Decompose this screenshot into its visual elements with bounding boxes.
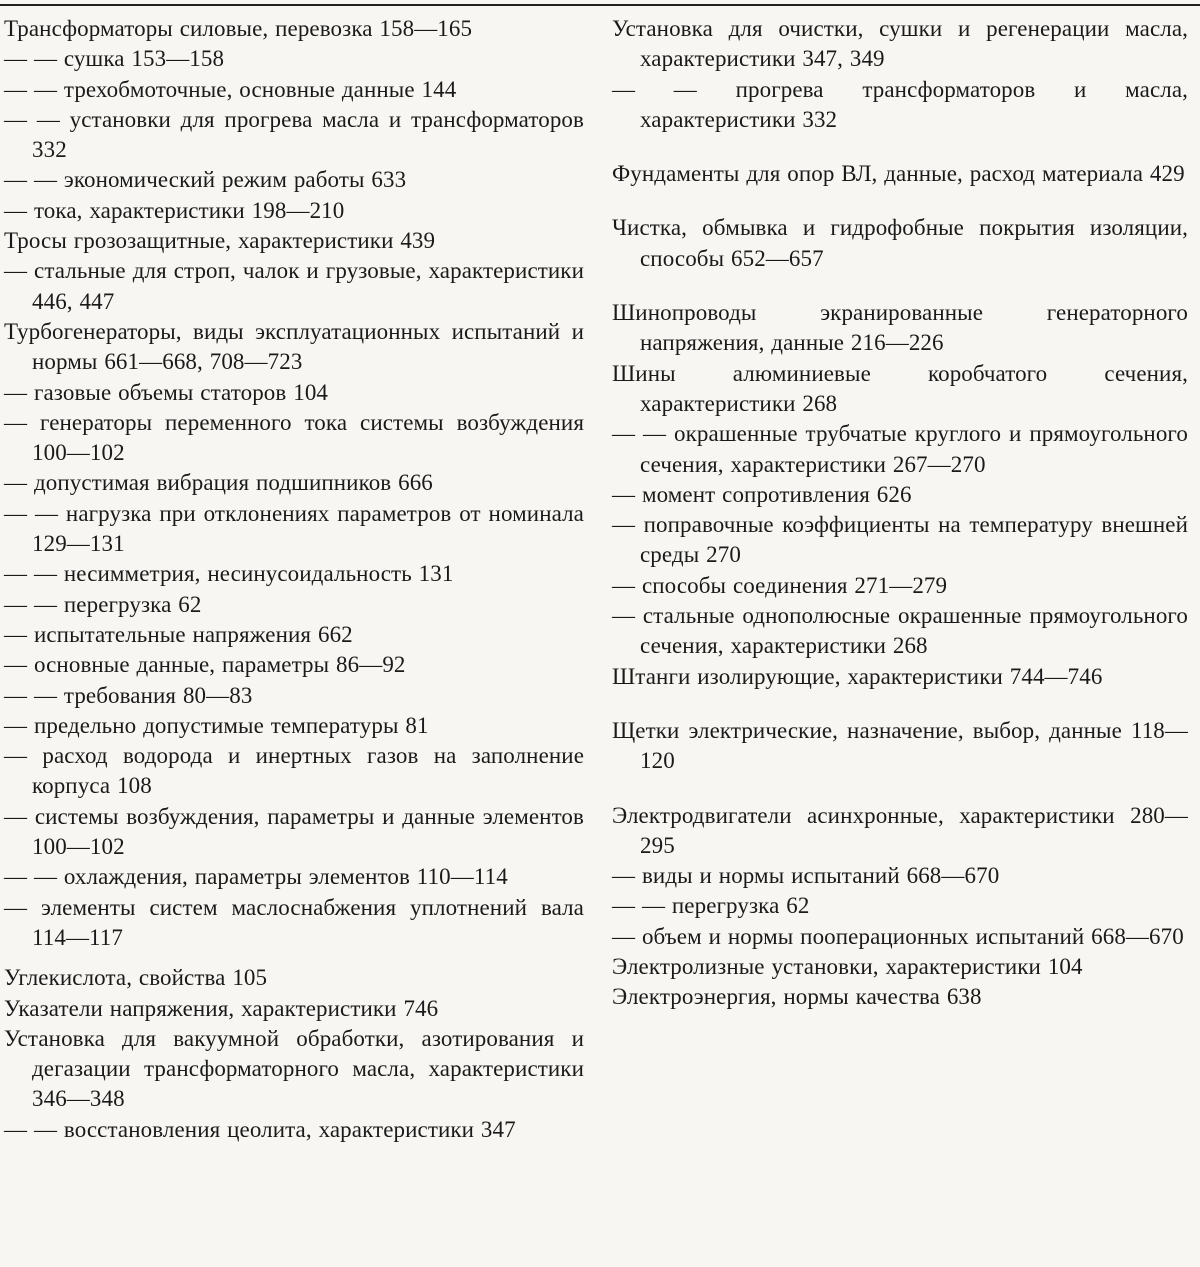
index-entry: — стальные однополюсные окрашенные прямоугольного сечения, характеристики 268	[612, 603, 1188, 659]
index-entry: — — окрашенные трубчатые круглого и прямоугольного сечения, характеристики 267—270	[612, 421, 1188, 477]
index-entry: — испытательные напряжения 662	[4, 621, 353, 647]
index-entry: — — восстановления цеолита, характеристики 347	[4, 1116, 516, 1142]
index-entry: Углекислота, свойства 105	[4, 965, 268, 991]
index-page	[0, 14, 1200, 1254]
index-column-left	[4, 14, 584, 1145]
index-entry: — допустимая вибрация подшипников 666	[4, 470, 433, 496]
index-entry: — генераторы переменного тока системы возбуждения 100—102	[4, 409, 584, 466]
index-entry: Установка для вакуумной обработки, азотирования и дегазации трансформаторного масла, характеристики 346—348	[4, 1025, 584, 1112]
index-entry: — момент сопротивления 626	[612, 481, 912, 507]
index-entry: — способы соединения 271—279	[612, 572, 948, 598]
index-entry: — объем и нормы пооперационных испытаний 668—670	[612, 923, 1184, 949]
index-entry: Штанги изолирующие, характеристики 744—746	[612, 663, 1103, 689]
index-entry: Шинопроводы экранированные генераторного напряжения, данные 216—226	[612, 300, 1188, 356]
index-entry: — — требования 80—83	[4, 682, 253, 708]
index-entry: — — экономический режим работы 633	[4, 167, 407, 193]
index-entry: Турбогенераторы, виды эксплуатационных испытаний и нормы 661—668, 708—723	[4, 318, 584, 375]
index-column-right	[612, 14, 1188, 1013]
index-entry: Шины алюминиевые коробчатого сечения, характеристики 268	[612, 360, 1188, 416]
index-entry: — поправочные коэффициенты на температуру внешней среды 270	[612, 512, 1188, 568]
index-entry: Чистка, обмывка и гидрофобные покрытия изоляции, способы 652—657	[612, 215, 1188, 271]
index-entry: — тока, характеристики 198—210	[4, 197, 345, 223]
index-entry: — — установки для прогрева масла и трансформаторов 332	[4, 106, 584, 163]
index-entry: — системы возбуждения, параметры и данные элементов 100—102	[4, 803, 584, 860]
index-entry: — газовые объемы статоров 104	[4, 379, 329, 405]
index-entry: Электролизные установки, характеристики 104	[612, 954, 1083, 980]
index-entry: Фундаменты для опор ВЛ, данные, расход материала 429	[612, 161, 1185, 187]
index-entry: — предельно допустимые температуры 81	[4, 712, 429, 738]
index-entry: Тросы грозозащитные, характеристики 439	[4, 228, 436, 254]
index-entry: — — охлаждения, параметры элементов 110—114	[4, 864, 508, 890]
index-entry: — — трехобмоточные, основные данные 144	[4, 76, 457, 102]
index-entry: — расход водорода и инертных газов на заполнение корпуса 108	[4, 743, 584, 799]
index-entry: — — прогрева трансформаторов и масла, характеристики 332	[612, 76, 1188, 132]
index-entry: — стальные для строп, чалок и грузовые, характеристики 446, 447	[4, 258, 584, 314]
index-entry: — основные данные, параметры 86—92	[4, 652, 406, 678]
index-entry: Установка для очистки, сушки и регенерации масла, характеристики 347, 349	[612, 16, 1188, 72]
index-entry: Трансформаторы силовые, перевозка 158—165	[4, 16, 473, 41]
index-entry: Щетки электрические, назначение, выбор, данные 118—120	[612, 717, 1188, 774]
index-entry: — виды и нормы испытаний 668—670	[612, 863, 1000, 889]
index-entry: — — сушка 153—158	[4, 46, 225, 72]
index-entry: Указатели напряжения, характеристики 746	[4, 995, 439, 1021]
top-rule	[0, 4, 1200, 6]
index-entry: Электродвигатели асинхронные, характеристики 280—295	[612, 802, 1188, 858]
index-entry: — элементы систем маслоснабжения уплотнений вала 114—117	[4, 894, 584, 950]
index-entry: — — перегрузка 62	[4, 591, 202, 617]
index-entry: — — нагрузка при отклонениях параметров от номинала 129—131	[4, 500, 584, 557]
index-entry: — — перегрузка 62	[612, 893, 810, 919]
index-entry: Электроэнергия, нормы качества 638	[612, 984, 982, 1010]
index-entry: — — несимметрия, несинусоидальность 131	[4, 561, 454, 587]
